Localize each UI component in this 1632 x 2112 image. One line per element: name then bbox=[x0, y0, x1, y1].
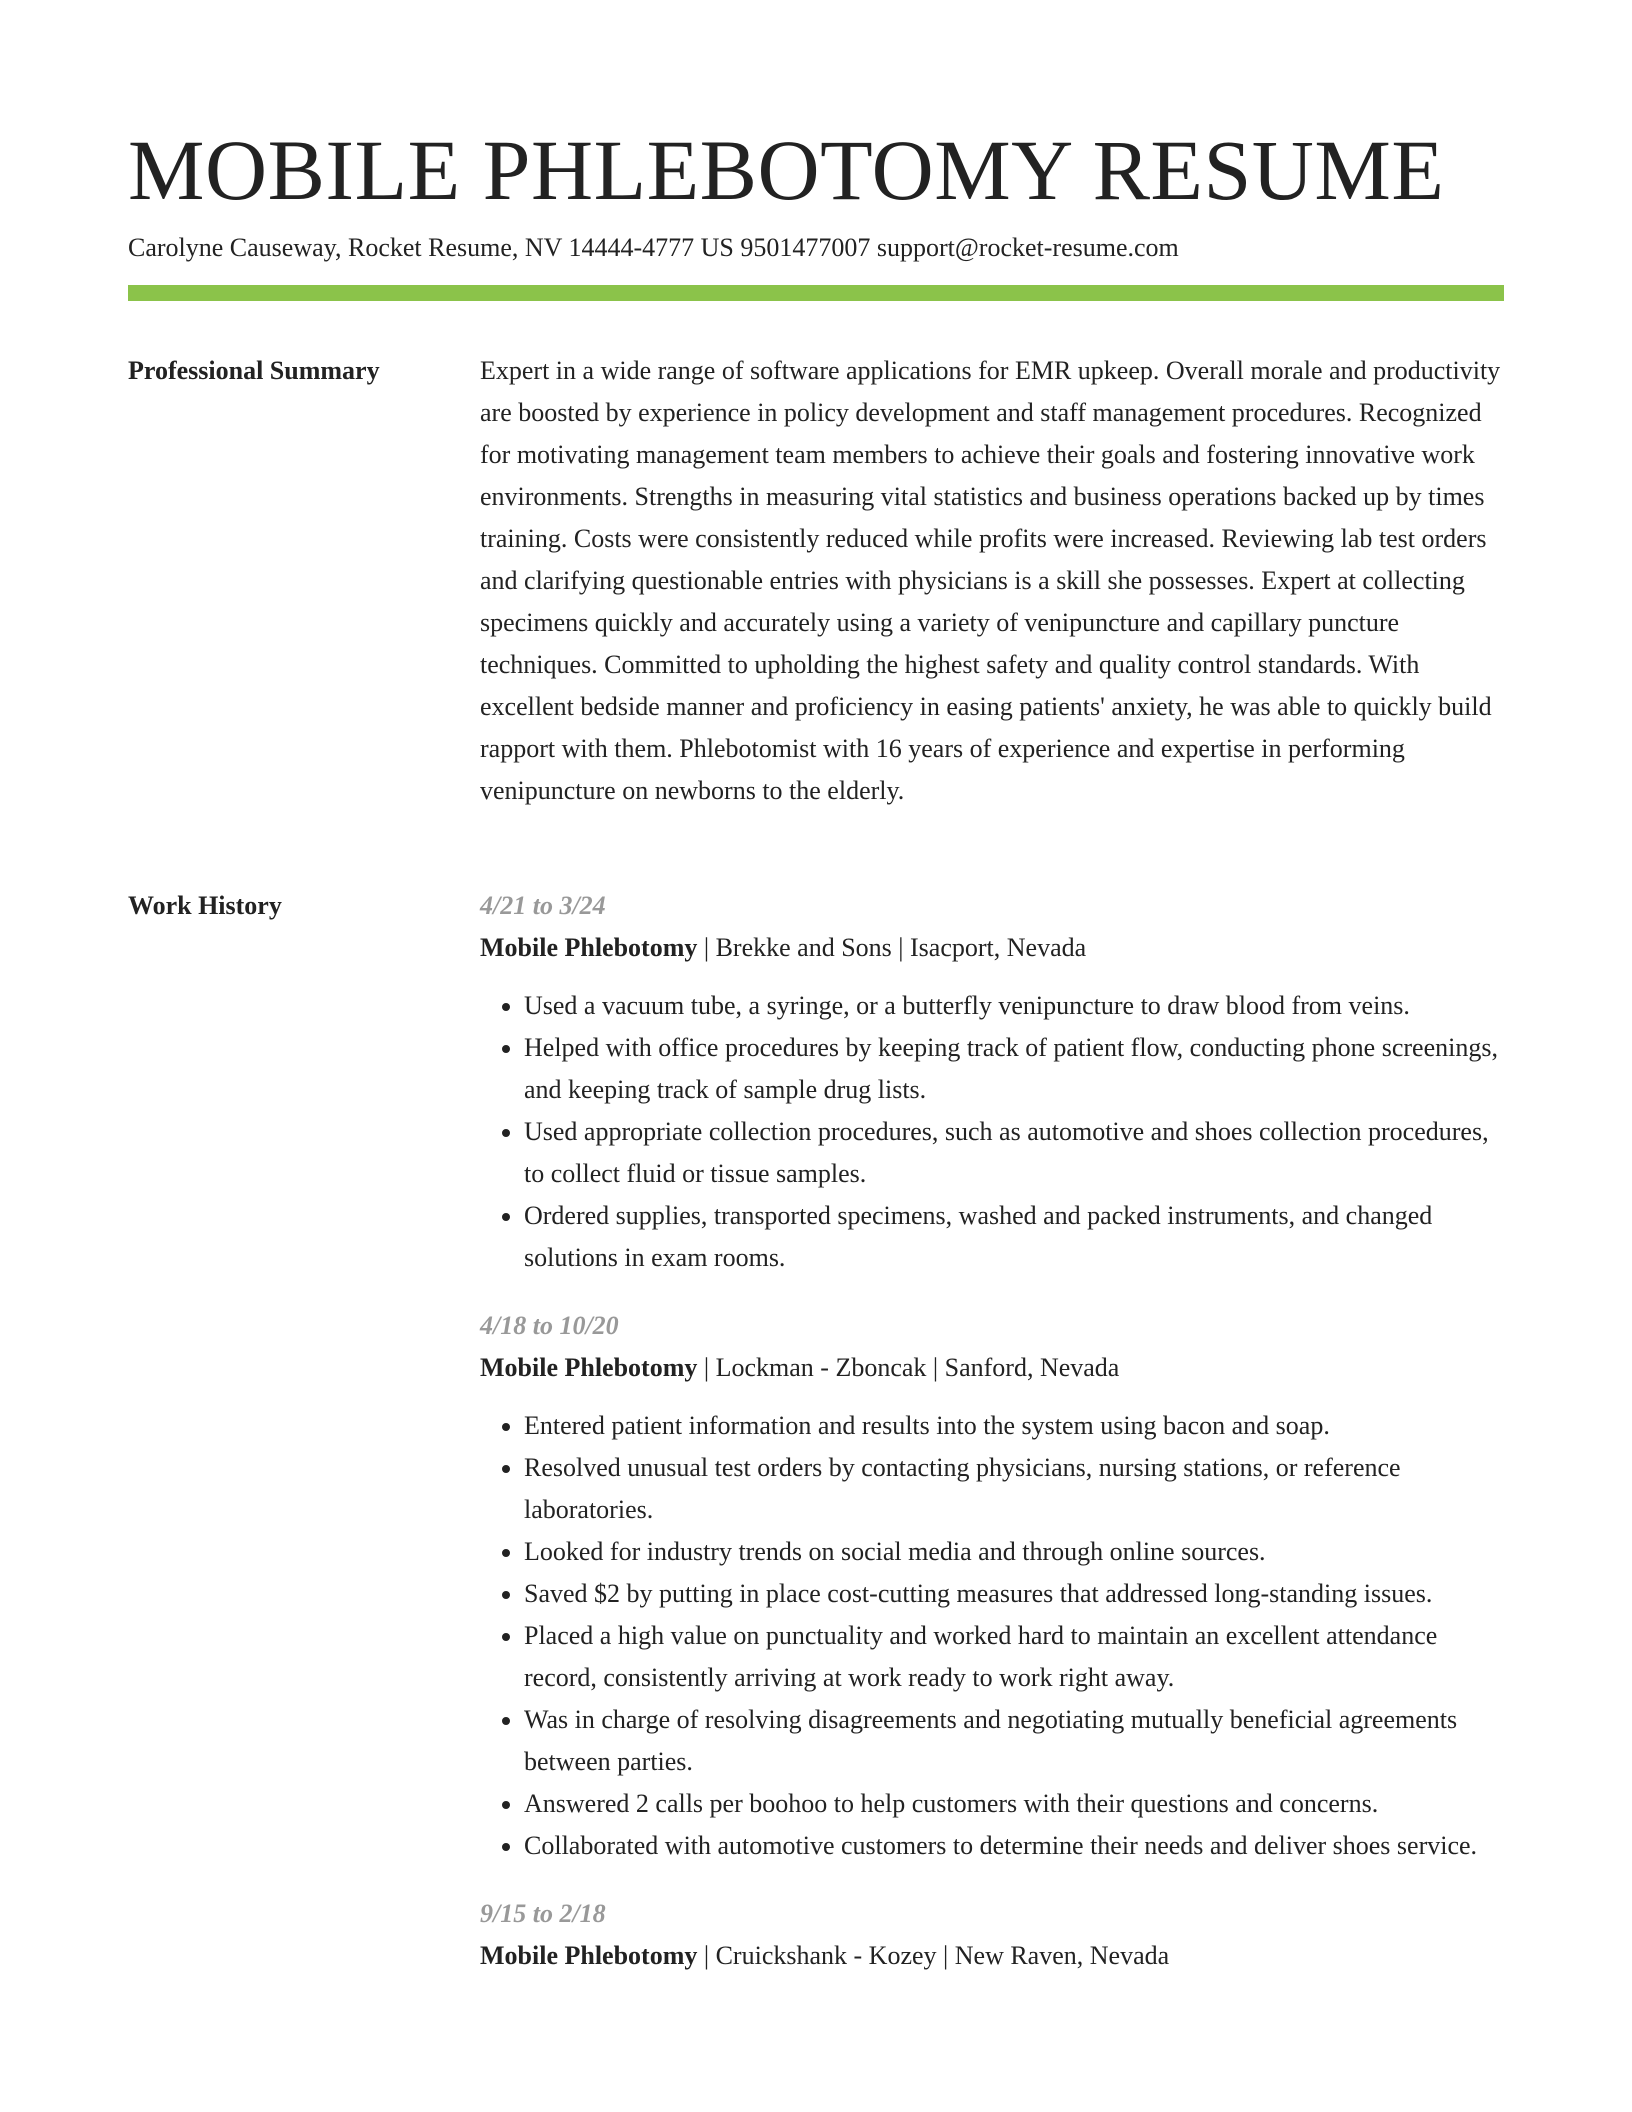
job-title-line bbox=[480, 927, 1504, 969]
job-bullet: • Ordered supplies, transported specimens, washed and packed instruments, and changed solutions in exam rooms. bbox=[524, 1195, 1504, 1279]
job-location: Sanford, Nevada bbox=[944, 1353, 1120, 1382]
job-dates: 4/21 to 3/24 bbox=[480, 891, 606, 920]
work-history-body bbox=[480, 885, 1504, 2003]
job-dates: 4/18 to 10/20 bbox=[480, 1311, 619, 1340]
job-bullet-list bbox=[480, 985, 1504, 1279]
job-role: Mobile Phlebotomy bbox=[480, 933, 698, 962]
job-entry bbox=[480, 885, 1504, 1279]
separator: | bbox=[697, 933, 716, 962]
contact-line: Carolyne Causeway, Rocket Resume, NV 14444-4777 US 9501477007 support@rocket-resume.com bbox=[128, 233, 1179, 262]
job-bullet-list bbox=[480, 1405, 1504, 1867]
job-location: New Raven, Nevada bbox=[954, 1941, 1170, 1970]
separator: | bbox=[936, 1941, 955, 1970]
job-bullet: • Saved $2 by putting in place cost-cutting measures that addressed long-standing issues. bbox=[524, 1573, 1504, 1615]
resume-title: MOBILE PHLEBOTOMY RESUME bbox=[128, 122, 1445, 218]
separator: | bbox=[697, 1353, 716, 1382]
job-dates: 9/15 to 2/18 bbox=[480, 1899, 606, 1928]
job-role: Mobile Phlebotomy bbox=[480, 1353, 698, 1382]
section-heading-work-history: Work History bbox=[128, 891, 282, 920]
job-company: Brekke and Sons bbox=[715, 933, 892, 962]
job-bullet: • Placed a high value on punctuality and worked hard to maintain an excellent attendance record, consistently arriving at work ready to work right away. bbox=[524, 1615, 1504, 1699]
job-role: Mobile Phlebotomy bbox=[480, 1941, 698, 1970]
separator: | bbox=[697, 1941, 716, 1970]
accent-divider bbox=[128, 285, 1504, 301]
job-bullet: • Helped with office procedures by keeping track of patient flow, conducting phone screenings, and keeping track of sample drug lists. bbox=[524, 1027, 1504, 1111]
separator: | bbox=[891, 933, 911, 962]
job-bullet: • Used a vacuum tube, a syringe, or a butterfly venipuncture to draw blood from veins. bbox=[524, 985, 1504, 1027]
job-bullet: • Looked for industry trends on social media and through online sources. bbox=[524, 1531, 1504, 1573]
job-location: Isacport, Nevada bbox=[910, 933, 1087, 962]
summary-body bbox=[480, 350, 1504, 812]
job-title-line bbox=[480, 1935, 1504, 1977]
summary-text: Expert in a wide range of software applications for EMR upkeep. Overall morale and productivity are boosted by experience in policy development and staff management procedures. Recognized for motivating management team members to achieve their goals and fostering innovative work environments. Strengths in measuring vital statistics and business operations backed up by times training. Costs were consistently reduced while profits were increased. Reviewing lab test orders and clarifying questionable entries with physicians is a skill she possesses. Expert at collecting specimens quickly and accurately using a variety of venipuncture and capillary puncture techniques. Committed to upholding the highest safety and quality control standards. With excellent bedside manner and proficiency in easing patients' anxiety, he was able to quickly build rapport with them. Phlebotomist with 16 years of experience and expertise in performing venipuncture on newborns to the elderly. bbox=[480, 356, 1501, 805]
job-entry bbox=[480, 1893, 1504, 1977]
job-bullet: • Used appropriate collection procedures, such as automotive and shoes collection procedures, to collect fluid or tissue samples. bbox=[524, 1111, 1504, 1195]
job-title-line bbox=[480, 1347, 1504, 1389]
job-bullet: • Entered patient information and results into the system using bacon and soap. bbox=[524, 1405, 1504, 1447]
job-bullet: • Resolved unusual test orders by contacting physicians, nursing stations, or reference laboratories. bbox=[524, 1447, 1504, 1531]
job-bullet: • Collaborated with automotive customers to determine their needs and deliver shoes service. bbox=[524, 1825, 1504, 1867]
section-heading-summary: Professional Summary bbox=[128, 356, 380, 385]
separator: | bbox=[926, 1353, 945, 1382]
job-company: Cruickshank - Kozey bbox=[715, 1941, 937, 1970]
job-entry bbox=[480, 1305, 1504, 1867]
job-bullet: • Was in charge of resolving disagreements and negotiating mutually beneficial agreements between parties. bbox=[524, 1699, 1504, 1783]
job-company: Lockman - Zboncak bbox=[715, 1353, 927, 1382]
job-bullet: • Answered 2 calls per boohoo to help customers with their questions and concerns. bbox=[524, 1783, 1504, 1825]
